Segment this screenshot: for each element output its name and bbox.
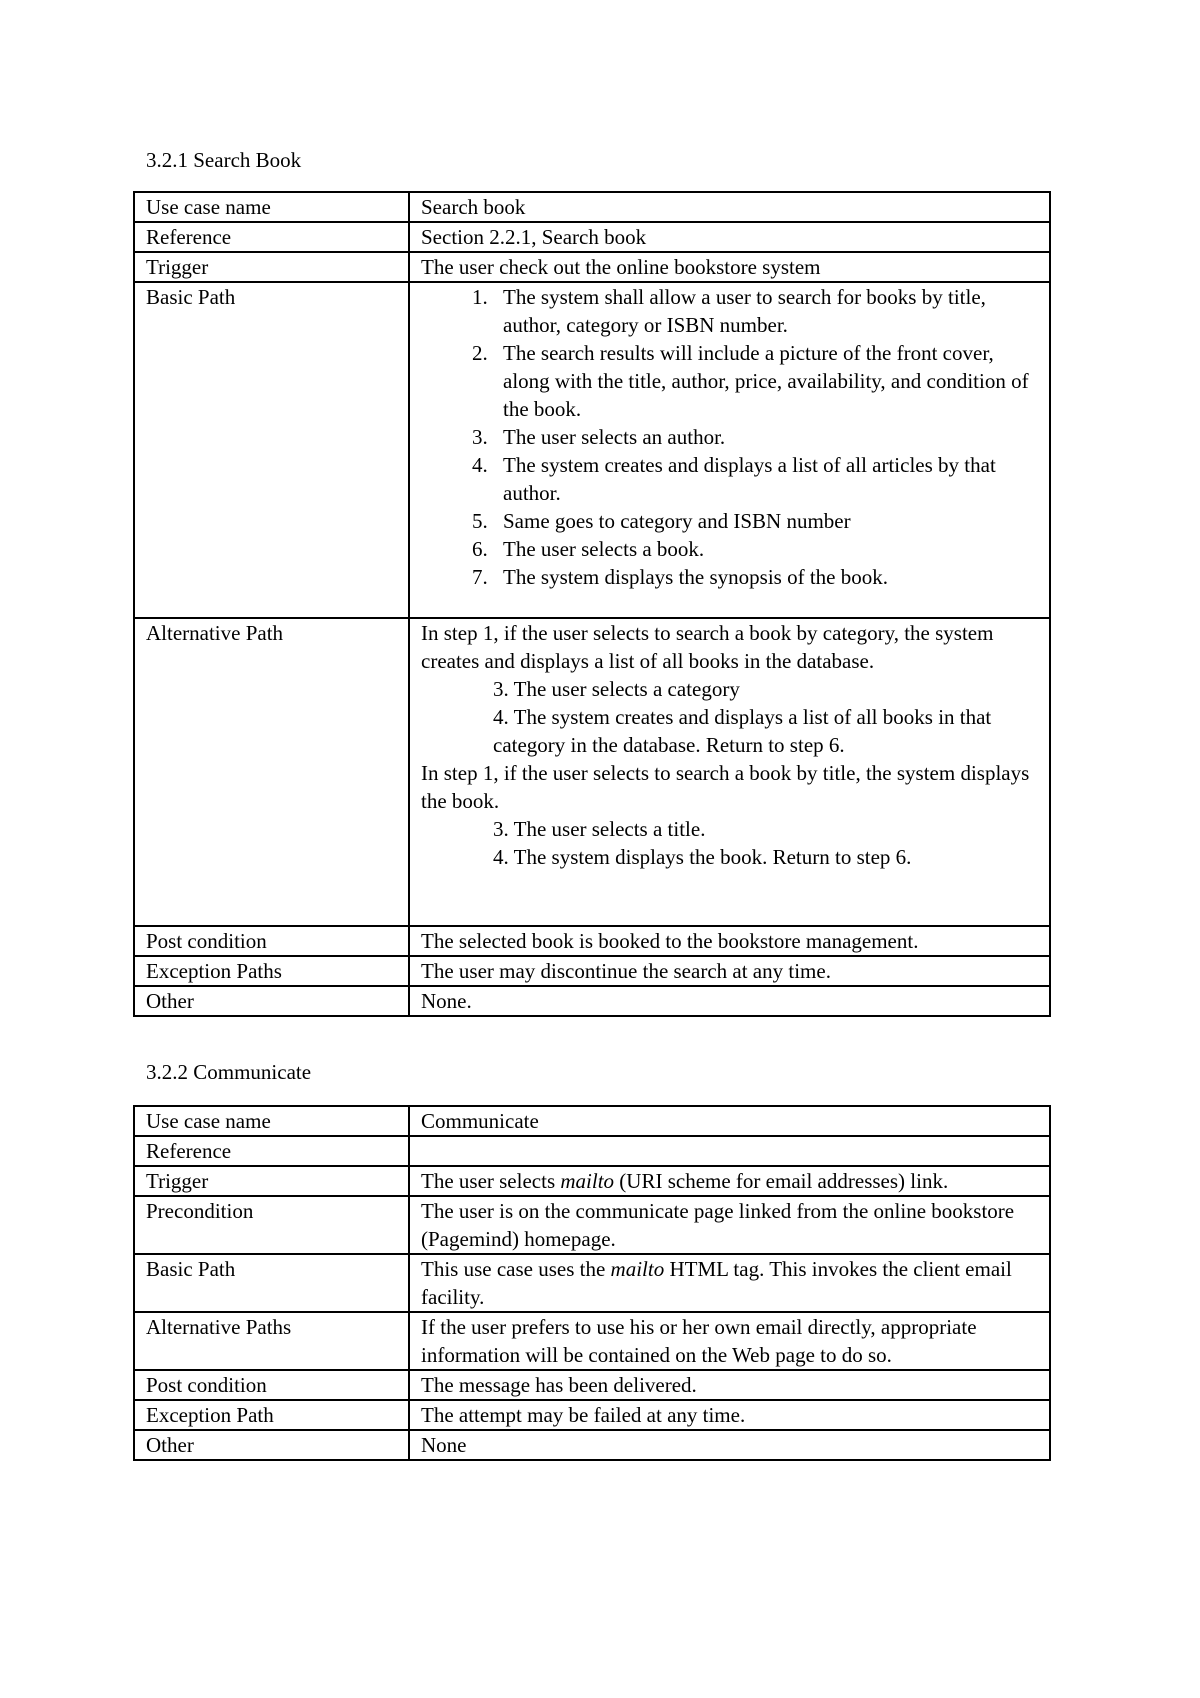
row-label: Use case name xyxy=(134,1106,409,1136)
row-label: Reference xyxy=(134,222,409,252)
cell-spacer xyxy=(421,871,1041,925)
basic-path-text-end: HTML tag. This invokes the client email facility. xyxy=(421,1257,1012,1309)
list-item: 5. Same goes to category and ISBN number xyxy=(493,507,1041,535)
row-value: Communicate xyxy=(409,1106,1050,1136)
list-item: 2. The search results will include a picture of the front cover, along with the title, author, price, availability, and condition of the book. xyxy=(493,339,1041,423)
row-value: The user check out the online bookstore system xyxy=(409,252,1050,282)
row-label: Use case name xyxy=(134,192,409,222)
row-value: Search book xyxy=(409,192,1050,222)
table-row xyxy=(134,222,1050,252)
cell-spacer xyxy=(421,591,1041,617)
row-label: Trigger xyxy=(134,1166,409,1196)
section-heading-communicate: 3.2.2 Communicate xyxy=(146,1060,312,1084)
row-label: Exception Path xyxy=(134,1400,409,1430)
row-label: Reference xyxy=(134,1136,409,1166)
trigger-text-end: (URI scheme for email addresses) link. xyxy=(614,1169,949,1193)
table-row xyxy=(134,1254,1050,1312)
table-row xyxy=(134,1370,1050,1400)
row-value xyxy=(409,1166,1050,1196)
alt-path-text: 3. The user selects a title. xyxy=(493,817,706,841)
row-value: None xyxy=(409,1430,1050,1460)
row-label: Exception Paths xyxy=(134,956,409,986)
basic-path-steps xyxy=(421,283,1041,591)
use-case-table-communicate xyxy=(133,1105,1051,1461)
list-item: 7. The system displays the synopsis of the book. xyxy=(493,563,1041,591)
list-item: 4. The system creates and displays a list of all articles by that author. xyxy=(493,451,1041,507)
table-row xyxy=(134,1136,1050,1166)
table-row xyxy=(134,1196,1050,1254)
alt-path-text: 4. The system creates and displays a list of all books in that category in the database. Return to step 6. xyxy=(493,705,992,757)
table-row xyxy=(134,618,1050,926)
table-row xyxy=(134,1312,1050,1370)
table-row xyxy=(134,986,1050,1016)
section-heading-search-book: 3.2.1 Search Book xyxy=(146,148,302,172)
row-label: Other xyxy=(134,1430,409,1460)
basic-path-text-start: This use case uses the xyxy=(421,1257,611,1281)
use-case-table-search-book xyxy=(133,191,1051,1017)
table-row xyxy=(134,926,1050,956)
table-row xyxy=(134,1106,1050,1136)
table-row xyxy=(134,252,1050,282)
row-label: Basic Path xyxy=(134,282,409,618)
row-label: Post condition xyxy=(134,1370,409,1400)
table-row xyxy=(134,956,1050,986)
table-row xyxy=(134,1400,1050,1430)
row-value: If the user prefers to use his or her own email directly, appropriate information will be contained on the Web page to do so. xyxy=(409,1312,1050,1370)
table-row xyxy=(134,1166,1050,1196)
table-row xyxy=(134,192,1050,222)
trigger-text-start: The user selects xyxy=(421,1169,561,1193)
mailto-term: mailto xyxy=(610,1257,665,1281)
row-value: Section 2.2.1, Search book xyxy=(409,222,1050,252)
row-value xyxy=(409,1254,1050,1312)
row-label: Post condition xyxy=(134,926,409,956)
row-label: Trigger xyxy=(134,252,409,282)
row-value xyxy=(409,618,1050,926)
row-value: The attempt may be failed at any time. xyxy=(409,1400,1050,1430)
row-value: The user is on the communicate page linked from the online bookstore (Pagemind) homepage. xyxy=(409,1196,1050,1254)
alt-path-text: In step 1, if the user selects to search a book by category, the system creates and displays a list of all books in the database. xyxy=(421,621,994,673)
row-label: Other xyxy=(134,986,409,1016)
row-value xyxy=(409,1136,1050,1166)
alt-path-text: 3. The user selects a category xyxy=(493,677,740,701)
list-item: 3. The user selects an author. xyxy=(493,423,1041,451)
alt-path-text: In step 1, if the user selects to search a book by title, the system displays the book. xyxy=(421,761,1030,813)
table-row xyxy=(134,282,1050,618)
row-value xyxy=(409,282,1050,618)
mailto-term: mailto xyxy=(560,1169,615,1193)
alt-path-text: 4. The system displays the book. Return to step 6. xyxy=(493,845,912,869)
row-label: Basic Path xyxy=(134,1254,409,1312)
row-value: None. xyxy=(409,986,1050,1016)
row-label: Alternative Path xyxy=(134,618,409,926)
row-value: The user may discontinue the search at any time. xyxy=(409,956,1050,986)
list-item: 1. The system shall allow a user to search for books by title, author, category or ISBN number. xyxy=(493,283,1041,339)
row-value: The selected book is booked to the bookstore management. xyxy=(409,926,1050,956)
row-label: Alternative Paths xyxy=(134,1312,409,1370)
table-row xyxy=(134,1430,1050,1460)
row-label: Precondition xyxy=(134,1196,409,1254)
list-item: 6. The user selects a book. xyxy=(493,535,1041,563)
row-value: The message has been delivered. xyxy=(409,1370,1050,1400)
